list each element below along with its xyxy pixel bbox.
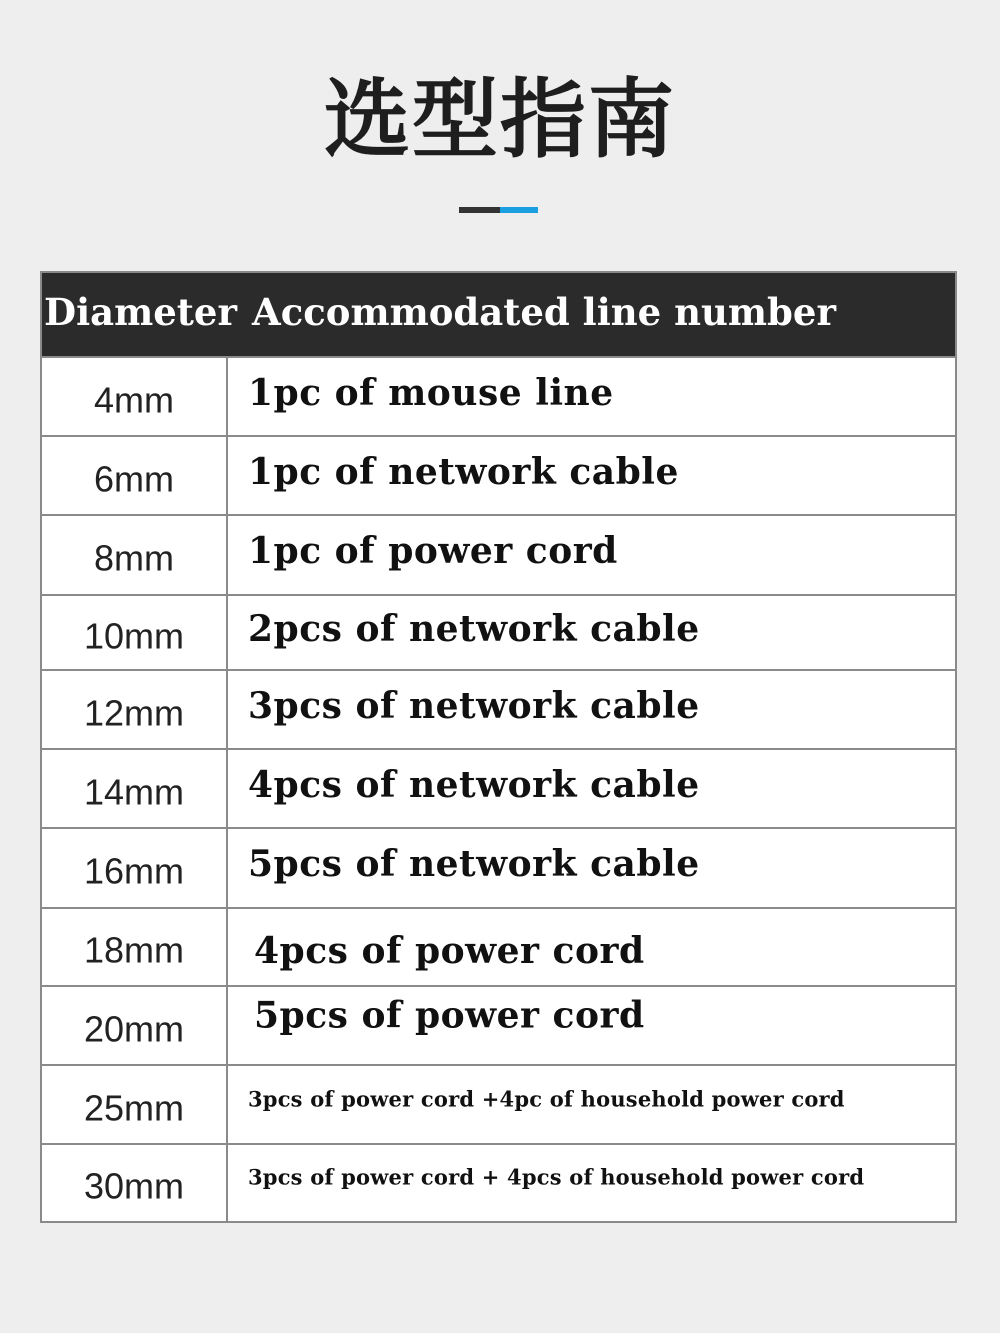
diameter-cell: 14mm bbox=[42, 750, 228, 827]
page-title: 选型指南 bbox=[324, 70, 676, 170]
diameter-cell: 25mm bbox=[42, 1066, 228, 1143]
selection-guide-table bbox=[40, 271, 957, 1223]
lines-cell: 1pc of power cord bbox=[248, 529, 618, 572]
lines-cell: 2pcs of network cable bbox=[248, 607, 700, 650]
table-row bbox=[42, 514, 955, 594]
diameter-cell: 16mm bbox=[42, 829, 228, 907]
lines-cell: 1pc of network cable bbox=[248, 450, 679, 493]
table-row bbox=[42, 827, 955, 907]
header-accommodated-line-number: Accommodated line number bbox=[252, 290, 836, 334]
lines-cell: 3pcs of network cable bbox=[248, 684, 700, 727]
diameter-cell: 10mm bbox=[42, 596, 228, 669]
lines-cell: 5pcs of network cable bbox=[248, 842, 700, 885]
diameter-cell: 30mm bbox=[42, 1145, 228, 1221]
diameter-cell: 4mm bbox=[42, 358, 228, 435]
divider-blue-segment bbox=[500, 207, 538, 213]
diameter-cell: 6mm bbox=[42, 437, 228, 514]
lines-cell: 4pcs of network cable bbox=[248, 763, 700, 806]
table-header bbox=[42, 273, 955, 356]
diameter-cell: 18mm bbox=[42, 909, 228, 985]
lines-cell: 3pcs of power cord +4pc of household power cord bbox=[248, 1085, 845, 1111]
lines-cell: 1pc of mouse line bbox=[248, 371, 614, 414]
lines-cell: 5pcs of power cord bbox=[254, 994, 645, 1036]
table-row bbox=[42, 1064, 955, 1143]
table-row bbox=[42, 594, 955, 669]
table-row bbox=[42, 1143, 955, 1221]
divider-dark-segment bbox=[459, 207, 500, 213]
diameter-cell: 20mm bbox=[42, 987, 228, 1064]
table-row bbox=[42, 669, 955, 748]
diameter-cell: 8mm bbox=[42, 516, 228, 594]
table-row bbox=[42, 907, 955, 985]
title-divider bbox=[459, 207, 538, 213]
lines-cell: 4pcs of power cord bbox=[254, 930, 645, 973]
table-row bbox=[42, 435, 955, 514]
table-row bbox=[42, 748, 955, 827]
diameter-cell: 12mm bbox=[42, 671, 228, 748]
table-row bbox=[42, 985, 955, 1064]
table-row bbox=[42, 356, 955, 435]
header-diameter: Diameter bbox=[44, 290, 237, 334]
lines-cell: 3pcs of power cord + 4pcs of household power cord bbox=[248, 1164, 865, 1190]
